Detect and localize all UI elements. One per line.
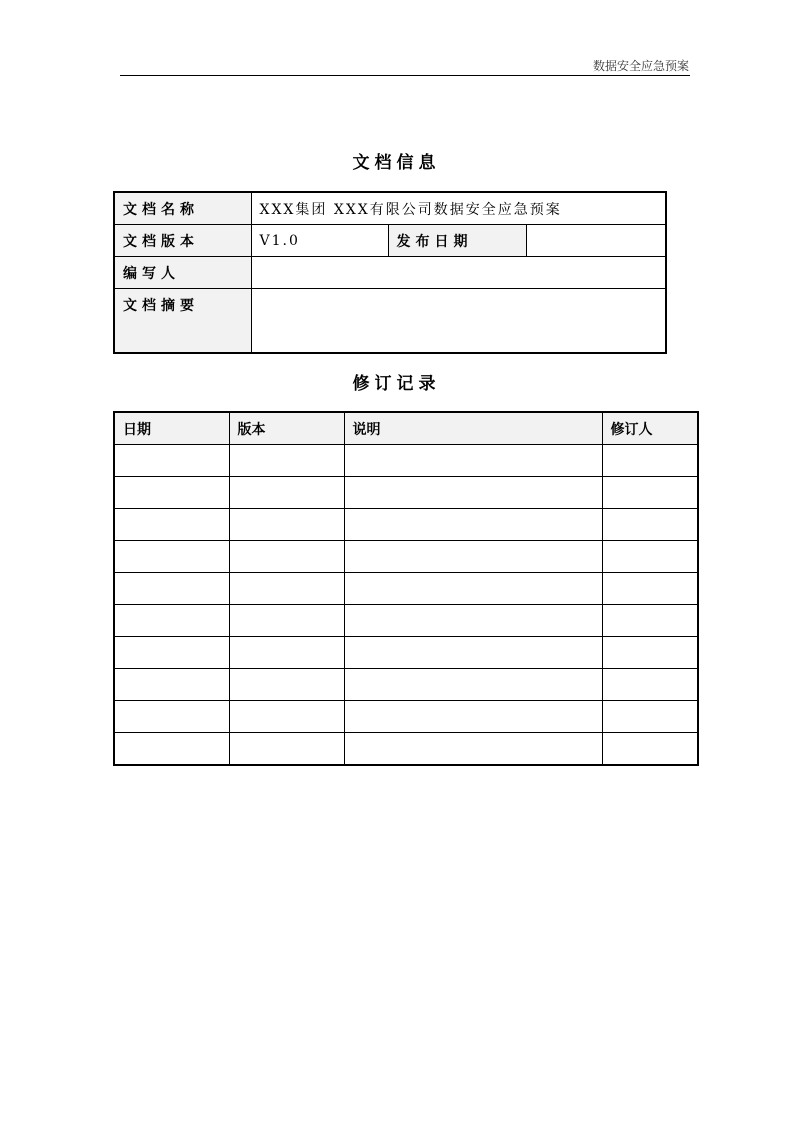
cell-description [344, 701, 602, 733]
doc-name-label: 文档名称 [114, 192, 251, 225]
cell-date [114, 541, 229, 573]
cell-date [114, 669, 229, 701]
cell-date [114, 701, 229, 733]
column-header-date: 日期 [114, 412, 229, 445]
cell-reviser [602, 637, 698, 669]
doc-info-title: 文档信息 [352, 153, 441, 173]
cell-reviser [602, 477, 698, 509]
cell-description [344, 733, 602, 766]
cell-version [229, 541, 344, 573]
cell-reviser [602, 573, 698, 605]
table-row [114, 573, 698, 605]
cell-description [344, 669, 602, 701]
cell-version [229, 669, 344, 701]
author-label: 编写人 [114, 257, 251, 289]
table-row [114, 509, 698, 541]
table-row [114, 605, 698, 637]
summary-label: 文档摘要 [114, 289, 251, 354]
doc-version-row [114, 225, 666, 257]
table-row [114, 445, 698, 477]
cell-reviser [602, 445, 698, 477]
table-row [114, 541, 698, 573]
cell-description [344, 445, 602, 477]
page-header-title: 数据安全应急预案 [592, 59, 689, 73]
cell-date [114, 477, 229, 509]
column-header-reviser: 修订人 [602, 412, 698, 445]
cell-date [114, 733, 229, 766]
cell-version [229, 573, 344, 605]
author-value [251, 257, 666, 289]
cell-description [344, 541, 602, 573]
column-header-version: 版本 [229, 412, 344, 445]
cell-version [229, 733, 344, 766]
doc-version-value: V1.0 [251, 225, 388, 257]
release-date-value [526, 225, 666, 257]
cell-version [229, 605, 344, 637]
doc-name-row [114, 192, 666, 225]
revision-table [113, 411, 699, 766]
cell-description [344, 605, 602, 637]
cell-description [344, 637, 602, 669]
cell-date [114, 573, 229, 605]
cell-reviser [602, 509, 698, 541]
summary-value [251, 289, 666, 354]
cell-reviser [602, 733, 698, 766]
table-row [114, 701, 698, 733]
author-row [114, 257, 666, 289]
summary-row [114, 289, 666, 354]
table-row [114, 637, 698, 669]
cell-version [229, 701, 344, 733]
cell-version [229, 477, 344, 509]
revision-header-row [114, 412, 698, 445]
revision-title: 修订记录 [352, 374, 441, 394]
cell-date [114, 605, 229, 637]
doc-info-table [113, 191, 667, 354]
cell-reviser [602, 541, 698, 573]
table-row [114, 477, 698, 509]
cell-description [344, 509, 602, 541]
cell-version [229, 509, 344, 541]
doc-version-label: 文档版本 [114, 225, 251, 257]
cell-reviser [602, 669, 698, 701]
header-rule [120, 75, 690, 76]
cell-reviser [602, 701, 698, 733]
cell-date [114, 509, 229, 541]
cell-version [229, 445, 344, 477]
cell-version [229, 637, 344, 669]
cell-date [114, 637, 229, 669]
cell-description [344, 477, 602, 509]
cell-date [114, 445, 229, 477]
release-date-label: 发布日期 [388, 225, 526, 257]
doc-name-value: XXX集团 XXX有限公司数据安全应急预案 [251, 192, 666, 225]
cell-description [344, 573, 602, 605]
table-row [114, 733, 698, 766]
cell-reviser [602, 605, 698, 637]
table-row [114, 669, 698, 701]
column-header-description: 说明 [344, 412, 602, 445]
